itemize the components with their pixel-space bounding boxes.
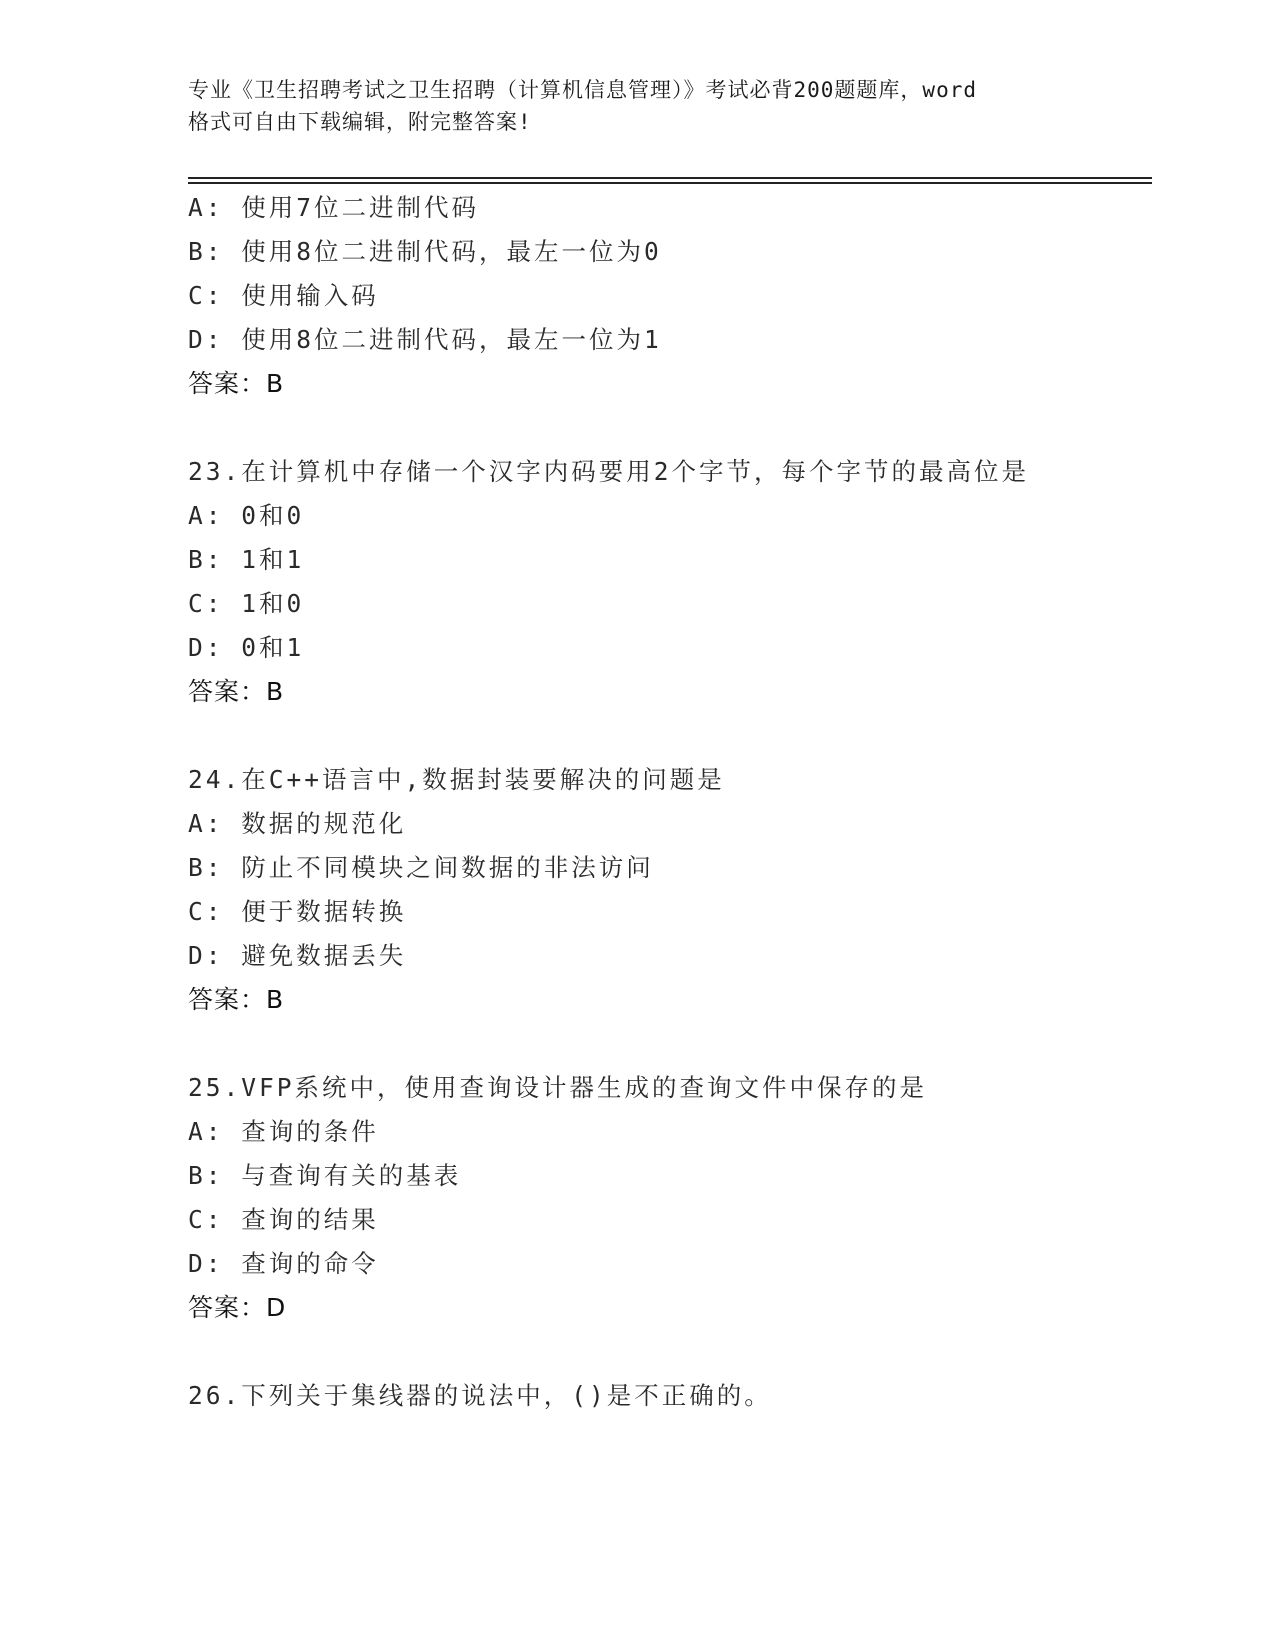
q23-answer: 答案：B [188,677,285,706]
q25-answer: 答案：D [188,1293,287,1322]
q25-option-a: A: 查询的条件 [188,1117,379,1146]
header-line-1: 专业《卫生招聘考试之卫生招聘（计算机信息管理）》考试必背200题题库，word [188,78,977,102]
q22-option-a: A: 使用7位二进制代码 [188,193,480,222]
q22-answer: 答案：B [188,369,285,398]
q24-option-b: B: 防止不同模块之间数据的非法访问 [188,853,654,882]
q22-option-b: B: 使用8位二进制代码，最左一位为0 [188,237,662,266]
q23-option-c: C: 1和0 [188,589,305,618]
q24-option-a: A: 数据的规范化 [188,809,407,838]
header-line-2: 格式可自由下载编辑，附完整答案! [188,110,532,134]
q24-question: 24.在C++语言中,数据封装要解决的问题是 [188,765,725,794]
q22-option-d: D: 使用8位二进制代码，最左一位为1 [188,325,662,354]
q23-question: 23.在计算机中存储一个汉字内码要用2个字节，每个字节的最高位是 [188,457,1029,486]
header-divider-bottom [188,182,1152,184]
header-divider-top [188,177,1152,179]
q23-option-a: A: 0和0 [188,501,305,530]
q25-option-c: C: 查询的结果 [188,1205,379,1234]
q24-option-d: D: 避免数据丢失 [188,941,407,970]
q25-option-d: D: 查询的命令 [188,1249,379,1278]
q22-option-c: C: 使用输入码 [188,281,379,310]
q24-answer: 答案：B [188,985,285,1014]
q26-question: 26.下列关于集线器的说法中，()是不正确的。 [188,1381,772,1410]
q24-option-c: C: 便于数据转换 [188,897,407,926]
q25-option-b: B: 与查询有关的基表 [188,1161,462,1190]
document-header [188,74,1088,138]
q23-option-b: B: 1和1 [188,545,305,574]
q25-question: 25.VFP系统中，使用查询设计器生成的查询文件中保存的是 [188,1073,927,1102]
q23-option-d: D: 0和1 [188,633,305,662]
